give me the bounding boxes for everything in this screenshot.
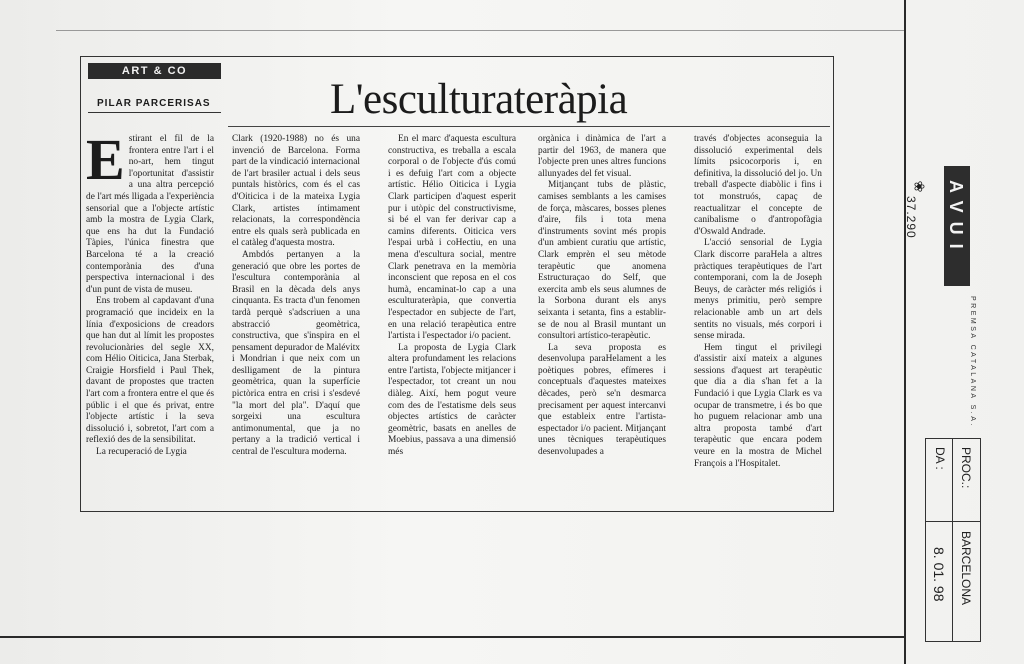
paragraph: La seva proposta es desenvolupa paraHelament a les poètiques pobres, efímeres i conceptuals d'aquestes mateixes dècades, però se'n desmarca precisament per aquest intercanvi que estableix entre l'artista-espectador i/o pacient. Mitjançant unes tècniques terapèutiques desenvolupades a	[538, 342, 666, 458]
paragraph: Ens trobem al capdavant d'una programació que incideix en la línia d'exposicions de creadors que han dut al límit les propostes revolucionàries del segle XX, com Hélio Oiticica, Jana Sterbak, Craigie Horsfield i Paul Thek, davant de propostes que tracten l'art com a frontera entre el que és públic i el que és privat, entre l'objecte artístic i la seva dissolució i, sobretot, l'art com a reflexió des de la sensibilitat.	[86, 296, 214, 446]
clip-number: 37.290	[904, 196, 918, 239]
stamp-proc-value: BARCELONA	[959, 531, 973, 606]
byline-rule	[88, 112, 221, 113]
paragraph: orgànica i dinàmica de l'art a partir del 1963, de manera que l'objecte pren unes altres funcions allunyades del fet visual.	[538, 134, 666, 179]
paragraph: Mitjançant tubs de plàstic, camises semblants a les camises de força, màscares, bosses plenes d'aire, fils i tota mena d'instruments sovint més propis d'un ambient curatiu que artístic, Clark emprèn el seu mètode terapèutic que anomena Estructuraçao do Self, que exercita amb els seus alumnes de la Sorbona durant els anys seixanta i setanta, fins a establir-se de nou al Brasil muntant un consultori artístico-terapèutic.	[538, 180, 666, 342]
paragraph: En el marc d'aquesta escultura constructiva, es treballa a escala corporal o de l'objecte d'ús comú i es defuig l'art com a objecte artístic. Hélio Oiticica i Lygia Clark participen d'aquest esperit pur i utòpic del constructivisme, si bé el van fer derivar cap a camins diferents. Oiticica vers l'espai urbà i coHectiu, en una mena d'escultura social, mentre Clark penetrava en la memòria inconscient que reposa en el cos humà, encaminat-lo cap a una esculturateràpia, que convertia l'espectador en subjecte de l'art, en una relació terapèutica entre l'artista i l'espectador i/o pacient.	[388, 134, 516, 342]
text-column-1	[86, 127, 214, 459]
newspaper-masthead	[944, 156, 976, 428]
paragraph: stirant el fil de la frontera entre l'art i el no-art, hem tingut l'oportunitat d'assistir a una altra percepció de l'art més lligada a l'experiència sensorial que a l'objecte artístic amb la mostra de Lygia Clark, que ens ha dut la Fundació Tàpies, l'única finestra que Barcelona té a la creació contemporània des d'una perspectiva internacional i des d'un punt de vista de museu.	[86, 134, 214, 295]
byline: PILAR PARCERISAS	[97, 98, 211, 109]
section-tag: ART & CO	[88, 63, 221, 79]
stamp-divider	[952, 439, 953, 641]
text-column-5	[694, 134, 822, 470]
stamp-row-divider	[926, 521, 980, 522]
masthead-subtitle: PREMSA CATALANA S.A.	[969, 296, 976, 428]
publisher-mark-icon: ❀	[910, 180, 926, 193]
paragraph: Hem tingut el privilegi d'assistir així mateix a algunes sessions d'aquest art terapèutic que dia a dia s'han fet a la Fundació i que Lygia Clark es va ocupar de transmetre, i és bo que ho puguem relacionar amb una altra proposta també d'art terapèutic que encara podem veure en la mostra de Michel François a l'Hospitalet.	[694, 342, 822, 469]
headline-rule	[228, 126, 830, 127]
clipping-bottom-rule	[0, 636, 904, 638]
paragraph: La proposta de Lygia Clark altera profundament les relacions entre l'artista, l'objecte mitjancer i l'espectador, tot creant un nou diàleg. Així, hem pogut veure com des de l'estatisme dels seus objectes artístics de caràcter geomètric, basats en anelles de Moebius, passava a una dimensió més	[388, 342, 516, 458]
paragraph: L'acció sensorial de Lygia Clark discorre paraHela a altres pràctiques terapèutiques de l'art contemporani, com la de Joseph Beuys, de caràcter més religiós i menys primitiu, però sempre relacionable amb un art dels sentits no visuals, més corpori i sense mirada.	[694, 238, 822, 342]
text-column-4	[538, 134, 666, 459]
clipping-top-rule	[56, 30, 904, 31]
paragraph: Ambdós pertanyen a la generació que obre les portes de l'escultura contemporània al Brasil en la dècada dels anys cinquanta. Es tracta d'un fenomen tardà perquè s'adscriuen a una abstracció geomètrica, constructiva, que s'inspira en el pensament depurador de Malévitx i Mondrian i que neix com un deslligament de la pintura geomètrica, quan la superfície pictòrica entra en crisi i s'esdevé "la mort del pla". D'aquí que sorgeixi una escultura antimonumental, que ja no pertany a la tradició vertical i central de l'escultura moderna.	[232, 249, 360, 458]
text-column-2	[232, 134, 360, 459]
paragraph: través d'objectes aconseguia la dissolució experimental dels límits psicocorporis i, en definitiva, la dissolució del jo. Un treball d'aspecte diabòlic i fins i tot monstruós, capaç de reactualitzar el concepte de canibalisme o d'antropofàgia d'Oswald Andrade.	[694, 134, 822, 237]
clipping-right-rule	[904, 0, 906, 664]
stamp-date-value: 8. 01. 98	[931, 547, 947, 602]
headline: L'esculturateràpia	[330, 76, 628, 123]
text-column-3	[388, 134, 516, 459]
masthead-title: AVUI	[946, 180, 966, 258]
drop-cap: E	[86, 127, 125, 192]
archive-stamp	[925, 438, 981, 642]
stamp-proc-label: PROC.:	[959, 447, 973, 489]
paragraph: La recuperació de Lygia	[96, 447, 187, 458]
paragraph: Clark (1920-1988) no és una invenció de Barcelona. Forma part de la vindicació internacional de l'art brasiler actual i dels seus puntals històrics, com és el cas d'Oiticica i de la mateixa Lygia Clark, artistes íntimament relacionats, la correspondència entre els quals serà publicada en el catàleg d'aquesta mostra.	[232, 134, 360, 249]
stamp-date-label: DA :	[933, 447, 947, 470]
